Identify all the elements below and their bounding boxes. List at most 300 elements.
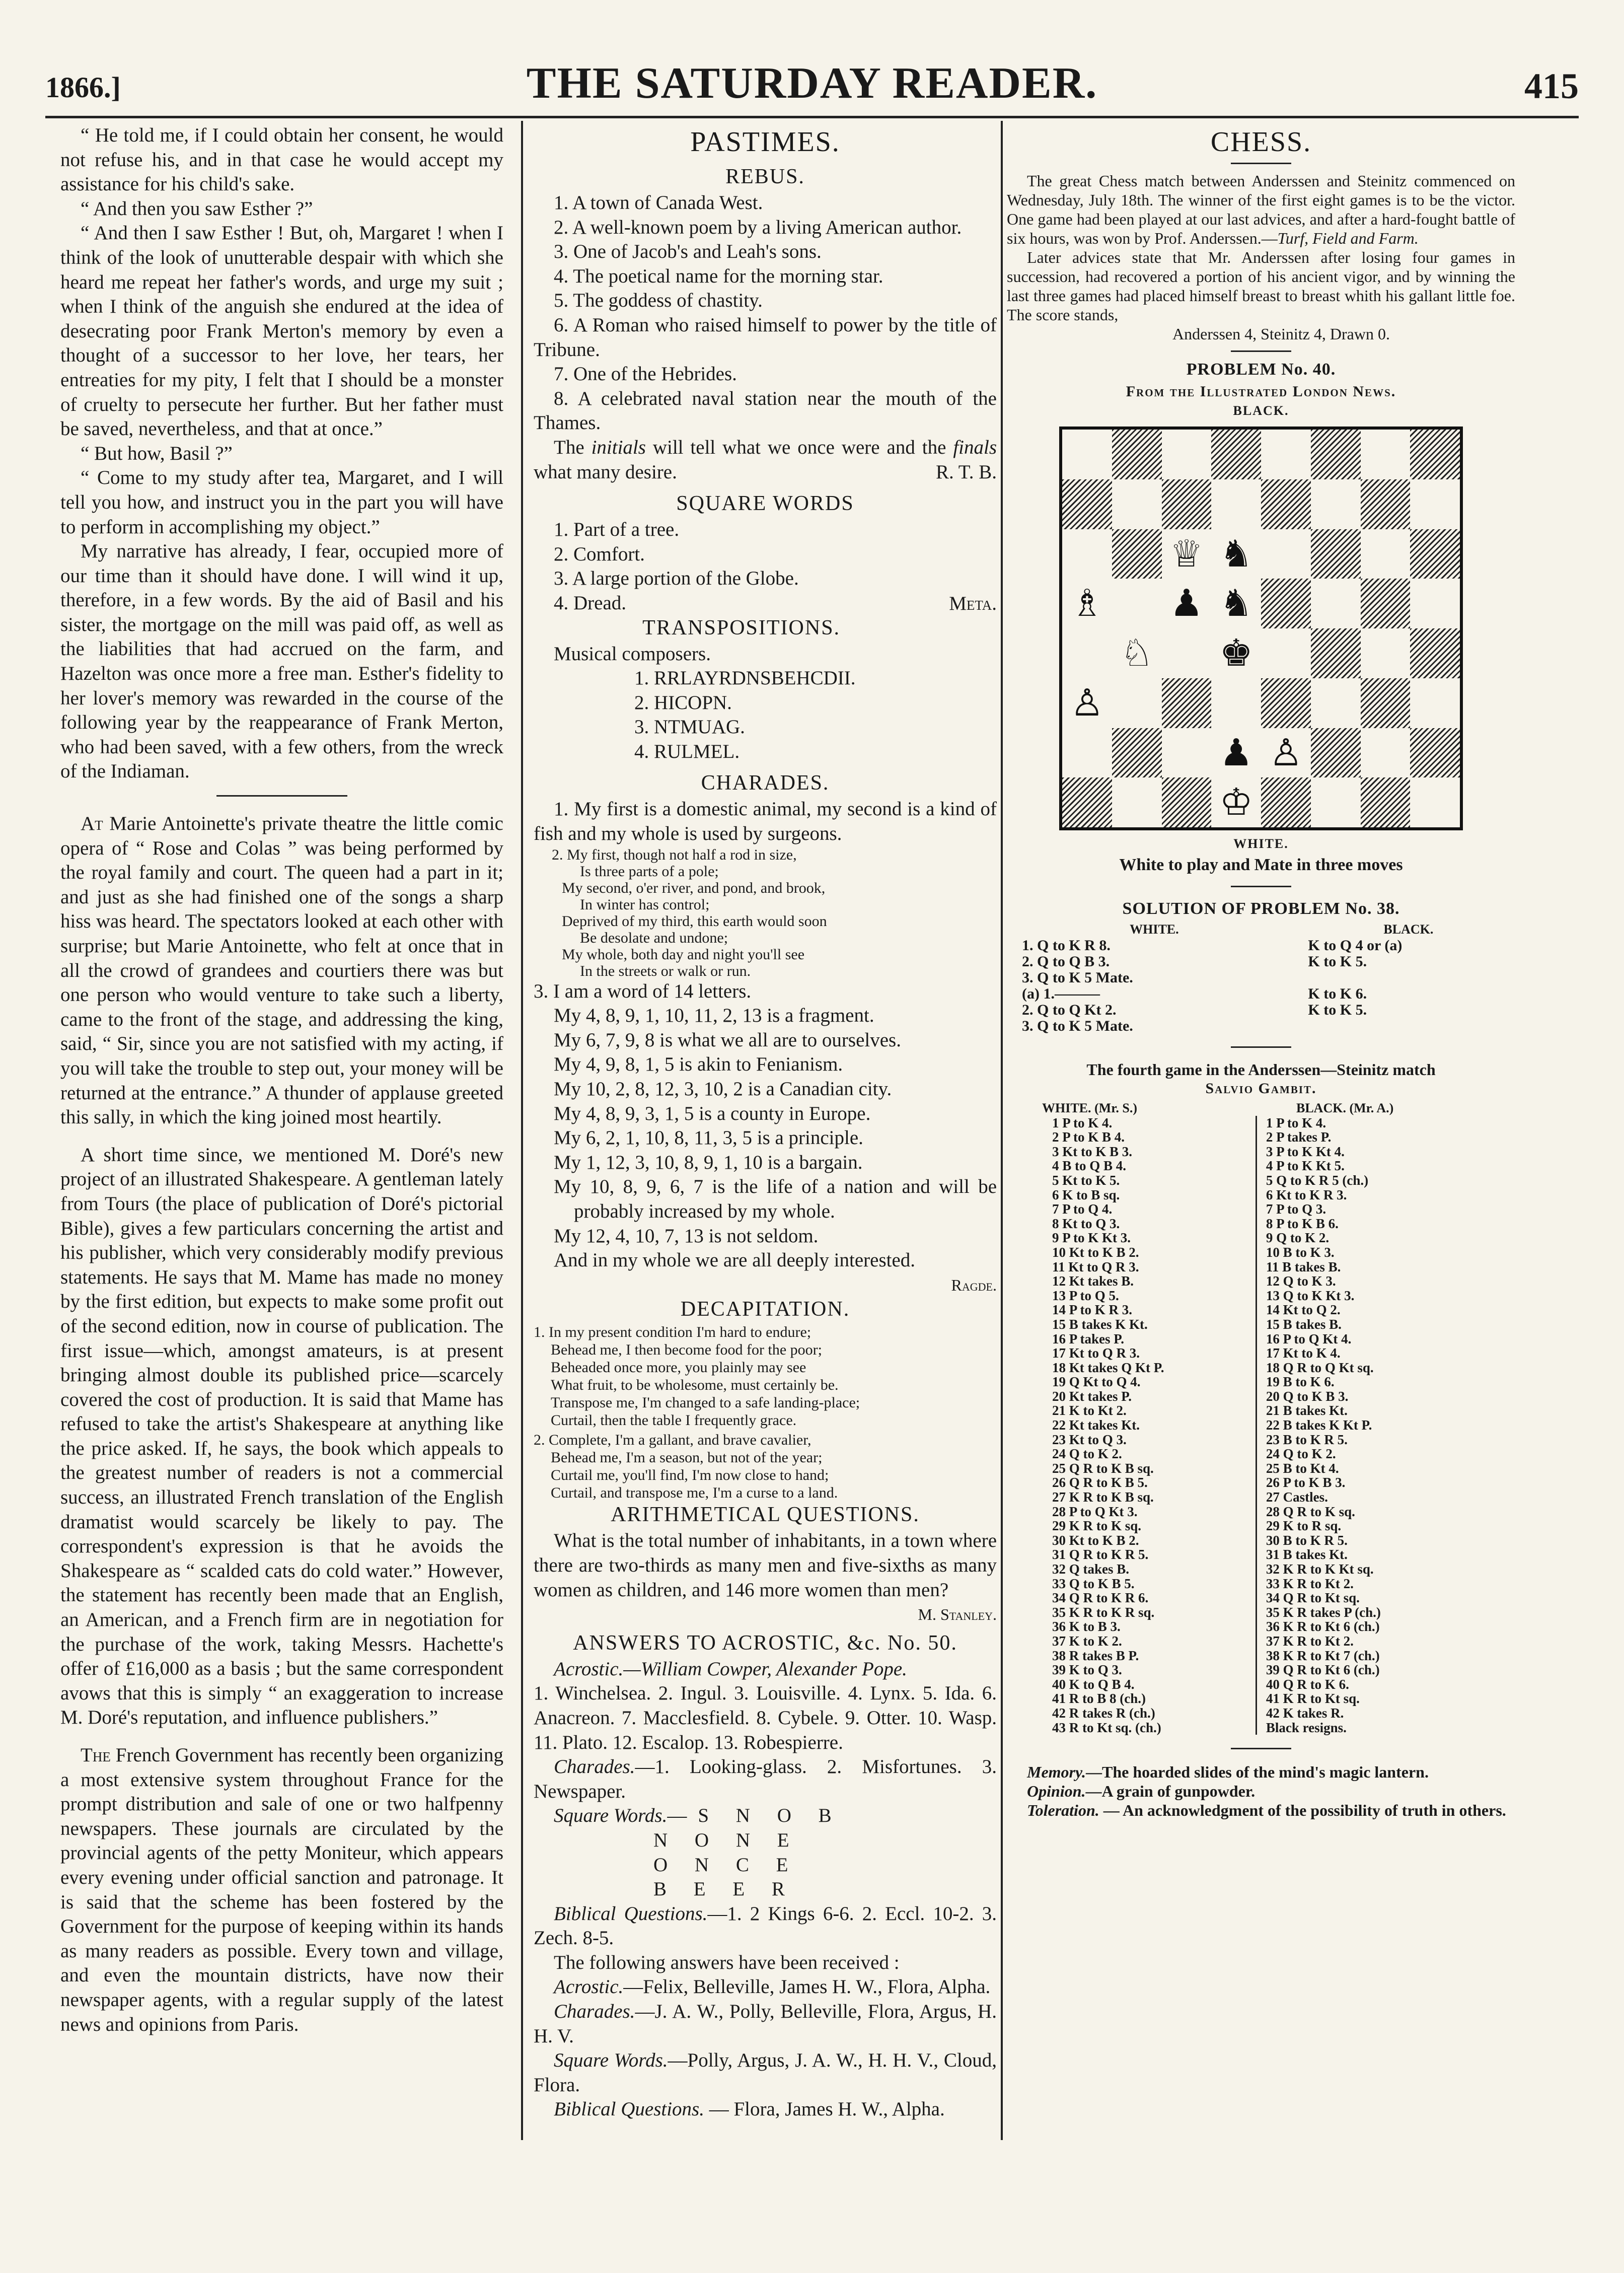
story-paragraph: “ He told me, if I could obtain her consent, he would not refuse his, and in that case he would accept my assistance for his child's sake. bbox=[60, 124, 503, 195]
chess-piece: ♞ bbox=[1211, 579, 1261, 628]
game-white-move: 3 Kt to K B 3. bbox=[1052, 1144, 1132, 1159]
game-black-move: 36 K R to Kt 6 (ch.) bbox=[1266, 1619, 1380, 1635]
game-white-move: 42 R takes R (ch.) bbox=[1052, 1705, 1155, 1721]
charade-2-line: Deprived of my third, this earth would soon bbox=[562, 912, 827, 930]
game-white-move: 30 Kt to K B 2. bbox=[1052, 1532, 1139, 1548]
definition-entry bbox=[1007, 1782, 1515, 1801]
decapitation-line: Behead me, I then become food for the poor; bbox=[551, 1341, 822, 1359]
board-square bbox=[1311, 628, 1361, 678]
game-white-move: 40 K to Q B 4. bbox=[1052, 1676, 1135, 1692]
story-paragraph: “ And then I saw Esther ! But, oh, Margaret ! when I think of the look of unutterable despair with which she heard me repeat her father's words, and urge my suit ; when I think of the anguish she endured at the idea of desecrating poor Frank Merton's memory by even a thought of a successor to her love, her tears, her entreaties for my pity, I felt that I should be a monster of cruelty to persecute her further. But her father must be saved, nevertheless, and that at once.” bbox=[60, 222, 503, 440]
divider bbox=[1231, 1748, 1291, 1749]
board-square bbox=[1311, 728, 1361, 778]
definitions bbox=[1007, 1762, 1515, 1820]
definition-entry bbox=[1007, 1762, 1515, 1782]
game-white-move: 5 Kt to K 5. bbox=[1052, 1172, 1120, 1188]
chess-piece: ♚ bbox=[1211, 628, 1261, 678]
page-header bbox=[45, 60, 1579, 118]
arithmetical-signature: M. Stanley. bbox=[918, 1605, 997, 1624]
charade-2-poem bbox=[534, 846, 997, 979]
board-square bbox=[1361, 628, 1411, 678]
game-black-move: 41 K R to Kt sq. bbox=[1266, 1691, 1360, 1707]
game-black-move: 38 K R to Kt 7 (ch.) bbox=[1266, 1648, 1380, 1663]
transposition-item: 4. RULMEL. bbox=[634, 740, 740, 762]
game-white-move: 41 R to B 8 (ch.) bbox=[1052, 1691, 1146, 1707]
game-black-move: 11 B takes B. bbox=[1266, 1259, 1341, 1274]
transpositions-heading: TRANSPOSITIONS. bbox=[642, 616, 841, 640]
chess-piece: ♙ bbox=[1261, 728, 1311, 778]
decapitation-line: Behead me, I'm a season, but not of the year; bbox=[551, 1449, 823, 1466]
board-square bbox=[1311, 430, 1361, 479]
game-white-move: 31 Q R to K R 5. bbox=[1052, 1547, 1149, 1562]
charade-3-line: My 10, 8, 9, 6, 7 is the life of a nation and will be probably increased by my whole. bbox=[554, 1176, 997, 1222]
board-square bbox=[1410, 529, 1460, 579]
game-white-move: 39 K to Q 3. bbox=[1052, 1662, 1122, 1678]
rebus-item: 5. The goddess of chastity. bbox=[554, 290, 763, 312]
story-paragraph: “ But how, Basil ?” bbox=[81, 442, 233, 464]
board-square bbox=[1112, 678, 1162, 728]
solution-black-label: BLACK. bbox=[1383, 922, 1434, 937]
board-square bbox=[1410, 678, 1460, 728]
game-white-move: 21 K to Kt 2. bbox=[1052, 1403, 1127, 1418]
dore-paragraph: A short time since, we mentioned M. Doré's new project of an illustrated Shakespeare. A gentleman lately from Tours (the place of publication of Doré's pictorial Bible), gives a few particulars concerning the artist and his publisher, which very considerably modify previous statements. He says that M. Mame has made no money by the first edition, but expects to make some profit out of the second edition, now in course of publication. The first issue—which, amongst amateurs, is at present bringing almost double its published price—scarcely covered the cost of production. It is said that Mame has refused to take the artist's Shakespeare at anything like the price asked. If, he says, the book which appeals to the greatest number of readers is not a commercial success, an illustrated French translation of the English dramatist would scarcely be likely to pay. The correspondent's expression is that he avoids the Shakespeare as “ scalded cats do cold water.” However, the statement has recently been made that an English, an American, and a French firm are in negotiation for the purchase of the work, taking Messrs. Hachette's offer of £16,000 as a basis ; but the same correspondent avows that this is simply “ an exaggeration to increase M. Doré's reputation, and influence publishers.” bbox=[60, 1144, 503, 1729]
charade-2-line: In winter has control; bbox=[580, 896, 710, 913]
square-word-item: 1. Part of a tree. bbox=[554, 519, 680, 541]
decapitation-1 bbox=[534, 1323, 997, 1429]
transposition-item: 3. NTMUAG. bbox=[634, 716, 745, 738]
rebus-heading: REBUS. bbox=[725, 165, 805, 188]
board-square bbox=[1062, 628, 1112, 678]
received-label: Acrostic. bbox=[554, 1976, 624, 1998]
column-rule-left bbox=[521, 121, 523, 2140]
solution-white-move: 3. Q to K 5 Mate. bbox=[1022, 969, 1133, 986]
story-paragraph: “ Come to my study after tea, Margaret, and I will tell you how, and instruct you in the part you will have to perform in accomplishing my object.” bbox=[60, 467, 503, 538]
game-white-move: 33 Q to K B 5. bbox=[1052, 1576, 1135, 1591]
divider bbox=[216, 795, 347, 797]
pastimes-title: PASTIMES. bbox=[690, 126, 840, 158]
game-white-move: 25 Q R to K B sq. bbox=[1052, 1460, 1154, 1476]
board-square bbox=[1162, 479, 1212, 529]
divider bbox=[1231, 1046, 1291, 1048]
game-opening: Salvio Gambit. bbox=[1205, 1080, 1317, 1097]
solution-white-label: WHITE. bbox=[1130, 922, 1179, 937]
game-white-move: 15 B takes K Kt. bbox=[1052, 1316, 1148, 1332]
board-square bbox=[1361, 430, 1411, 479]
story-paragraph: My narrative has already, I fear, occupied more of our time than it should have done. I will wind it up, therefore, in a few words. By the aid of Basil and his sister, the mortgage on the mill was paid off, as well as the liabilities that had accrued on the farm, and Hazelton was once more a free man. Esther's fidelity to her lover's memory was rewarded in the course of the following year by the reappearance of Frank Merton, who had been saved, with a few others, from the wreck of the Indiaman. bbox=[60, 540, 503, 783]
answers-acrostic-list: 1. Winchelsea. 2. Ingul. 3. Louisville. 4. Lynx. 5. Ida. 6. Anacreon. 7. Macclesfield. 8. Cybele. 9. Otter. 10. Wasp. 11. Plato. 12. Escalop. 13. Robespierre. bbox=[534, 1682, 997, 1753]
board-square bbox=[1162, 678, 1212, 728]
rebus-item: 7. One of the Hebrides. bbox=[554, 363, 737, 385]
charade-3-line: My 6, 2, 1, 10, 8, 11, 3, 5 is a principle. bbox=[554, 1127, 863, 1149]
game-black-move: 12 Q to K 3. bbox=[1266, 1273, 1336, 1289]
arithmetical-heading: ARITHMETICAL QUESTIONS. bbox=[611, 1503, 920, 1527]
divider bbox=[1231, 350, 1291, 352]
masthead-title: THE SATURDAY READER. bbox=[526, 59, 1098, 108]
chess-piece: ♞ bbox=[1211, 529, 1261, 579]
game-black-move: 32 K R to K Kt sq. bbox=[1266, 1561, 1374, 1577]
charade-3-line: My 1, 12, 3, 10, 8, 9, 1, 10 is a bargain. bbox=[554, 1151, 863, 1173]
divider bbox=[1231, 163, 1291, 164]
board-square bbox=[1410, 579, 1460, 628]
board-square bbox=[1112, 777, 1162, 827]
problem-source: From the Illustrated London News. bbox=[1126, 383, 1396, 400]
square-words-heading: SQUARE WORDS bbox=[676, 492, 854, 516]
board-square bbox=[1361, 728, 1411, 778]
board-white-label: WHITE. bbox=[1233, 836, 1289, 851]
chess-piece: ♟ bbox=[1211, 728, 1261, 778]
board-square bbox=[1410, 479, 1460, 529]
game-black-move: 24 Q to K 2. bbox=[1266, 1446, 1336, 1462]
game-white-move: 29 K R to K sq. bbox=[1052, 1518, 1142, 1534]
game-black-move: 3 P to K Kt 4. bbox=[1266, 1144, 1345, 1159]
board-square bbox=[1261, 529, 1311, 579]
column-story bbox=[60, 123, 503, 2037]
column-chess bbox=[1007, 123, 1515, 1820]
game-white-move: 12 Kt takes B. bbox=[1052, 1273, 1134, 1289]
decapitation-heading: DECAPITATION. bbox=[680, 1298, 850, 1321]
game-black-move: 34 Q R to Kt sq. bbox=[1266, 1590, 1360, 1606]
game-black-move: 35 K R takes P (ch.) bbox=[1266, 1604, 1381, 1620]
game-black-move: 5 Q to K R 5 (ch.) bbox=[1266, 1172, 1369, 1188]
board-square bbox=[1410, 728, 1460, 778]
received-label: Charades. bbox=[554, 2001, 635, 2023]
game-black-move: 23 B to K R 5. bbox=[1266, 1432, 1348, 1447]
game-white-move: 6 K to B sq. bbox=[1052, 1187, 1120, 1202]
rebus-item: 2. A well-known poem by a living American author. bbox=[554, 216, 962, 238]
decapitation-line: What fruit, to be wholesome, must certainly be. bbox=[551, 1377, 839, 1394]
received-label: Square Words. bbox=[554, 2049, 668, 2072]
charade-3-line: My 4, 9, 8, 1, 5 is akin to Fenianism. bbox=[554, 1053, 843, 1076]
board-square bbox=[1311, 777, 1361, 827]
charade-3-line: My 12, 4, 10, 7, 13 is not seldom. bbox=[554, 1225, 819, 1247]
solution-black-move: K to Q 4 or (a) bbox=[1308, 937, 1402, 954]
decapitation-line: Curtail, then the table I frequently grace. bbox=[551, 1412, 797, 1429]
solution-black-moves bbox=[1308, 938, 1515, 1034]
divider bbox=[1231, 886, 1291, 887]
solution-moves bbox=[1007, 938, 1515, 1034]
rebus-signature: R. T. B. bbox=[936, 461, 997, 483]
game-white-move: 19 Q Kt to Q 4. bbox=[1052, 1374, 1141, 1390]
decapitation-line: Transpose me, I'm changed to a safe landing-place; bbox=[551, 1394, 860, 1411]
charade-3-line: And in my whole we are all deeply interested. bbox=[554, 1249, 916, 1271]
game-black-move: 42 K takes R. bbox=[1266, 1705, 1344, 1721]
charade-2-line: Be desolate and undone; bbox=[580, 929, 728, 946]
game-white-move: 4 B to Q B 4. bbox=[1052, 1158, 1127, 1174]
charade-2-line: My second, o'er river, and pond, and brook, bbox=[562, 879, 826, 896]
solution-white-move: 1. Q to K R 8. bbox=[1022, 937, 1111, 954]
game-white-move: 27 K R to K B sq. bbox=[1052, 1489, 1154, 1505]
board-square bbox=[1261, 579, 1311, 628]
answers-received-intro: The following answers have been received : bbox=[554, 1951, 900, 1973]
answers-square-words: Square Words.—S N O B N O N E O N C E B E E R bbox=[554, 1805, 843, 1900]
board-square bbox=[1261, 479, 1311, 529]
solution-black-move bbox=[1308, 1018, 1515, 1034]
game-black-move: 14 Kt to Q 2. bbox=[1266, 1302, 1341, 1318]
page-number: 415 bbox=[1524, 66, 1579, 106]
game-black-move: 33 K R to Kt 2. bbox=[1266, 1576, 1354, 1591]
chess-piece: ♘ bbox=[1112, 628, 1162, 678]
game-black-move: 7 P to Q 3. bbox=[1266, 1201, 1326, 1217]
board-square bbox=[1062, 777, 1112, 827]
game-black-move: 9 Q to K 2. bbox=[1266, 1230, 1330, 1246]
board-square bbox=[1311, 479, 1361, 529]
square-words-signature: Meta. bbox=[949, 592, 997, 614]
game-black-move: 30 B to K R 5. bbox=[1266, 1532, 1348, 1548]
story-continuation bbox=[60, 123, 503, 784]
game-white-move: 16 P takes P. bbox=[1052, 1331, 1125, 1346]
board-square bbox=[1361, 479, 1411, 529]
charade-3-lines bbox=[534, 1004, 997, 1273]
game-black-move: 15 B takes B. bbox=[1266, 1316, 1342, 1332]
game-white-move: 26 Q R to K B 5. bbox=[1052, 1475, 1148, 1490]
definition-term: Memory. bbox=[1027, 1763, 1086, 1782]
transposition-item: 1. RRLAYRDNSBEHCDII. bbox=[634, 667, 856, 689]
game-black-move: 13 Q to K Kt 3. bbox=[1266, 1288, 1355, 1303]
chess-piece: ♟ bbox=[1162, 579, 1212, 628]
solution-black-move: K to K 5. bbox=[1308, 953, 1367, 970]
transpositions-list bbox=[534, 666, 997, 764]
game-white-move: 9 P to K Kt 3. bbox=[1052, 1230, 1131, 1246]
solution-title: SOLUTION OF PROBLEM No. 38. bbox=[1122, 899, 1400, 918]
game-white-move: 24 Q to K 2. bbox=[1052, 1446, 1122, 1462]
decapitation-line: Curtail, and transpose me, I'm a curse to a land. bbox=[551, 1484, 838, 1502]
antoinette-paragraph: At Marie Antoinette's private theatre the little comic opera of “ Rose and Colas ” was being performed by the royal family and court. The queen had a part in it; and just as she had finished one of the songs a sharp hiss was heard. The spectators looked at each other with surprise; but Marie Antoinette, who felt at once that in all the crowd of grandees and courtiers there was but one person who would venture to take such a liberty, came to the front of the stage, and addressing the king, said, “ Sir, since you are not satisfied with my acting, if you will take the trouble to step out, your money will be returned at the entrance.” A thunder of applause greeted this sally, in which the king joined most heartily. bbox=[60, 813, 503, 1128]
board-square bbox=[1311, 529, 1361, 579]
definition-term: Opinion. bbox=[1027, 1782, 1086, 1801]
board-square bbox=[1361, 777, 1411, 827]
board-square bbox=[1361, 579, 1411, 628]
column-rule-right bbox=[1001, 121, 1003, 2140]
game-white-move: 11 Kt to Q R 3. bbox=[1052, 1259, 1139, 1274]
chess-piece: ♕ bbox=[1162, 529, 1212, 579]
solution-black-move bbox=[1308, 970, 1515, 986]
game-black-move: 6 Kt to K R 3. bbox=[1266, 1187, 1347, 1202]
board-square bbox=[1162, 628, 1212, 678]
chess-piece: ♗ bbox=[1062, 579, 1112, 628]
charade-3-intro: 3. I am a word of 14 letters. bbox=[534, 980, 752, 1002]
square-word-item: 2. Comfort. bbox=[554, 543, 645, 565]
answers-biblical: Biblical Questions.—1. 2 Kings 6-6. 2. Eccl. 10-2. 3. Zech. 8-5. bbox=[534, 1902, 997, 1949]
game-black-move: 22 B takes K Kt P. bbox=[1266, 1417, 1372, 1433]
definition-entry bbox=[1007, 1801, 1515, 1820]
chess-score: Anderssen 4, Steinitz 4, Drawn 0. bbox=[1172, 325, 1390, 343]
board-square bbox=[1062, 728, 1112, 778]
solution-white-move: 2. Q to Q Kt 2. bbox=[1022, 1002, 1117, 1018]
answers-acrostic: Acrostic.—William Cowper, Alexander Pope. bbox=[554, 1658, 907, 1680]
charade-3-line: My 4, 8, 9, 3, 1, 5 is a county in Europe. bbox=[554, 1102, 871, 1124]
received-names: —J. A. W., Polly, Belleville, Flora, Argus, H. H. V. bbox=[534, 2001, 997, 2047]
rebus-item: 1. A town of Canada West. bbox=[554, 192, 763, 214]
decapitation-line: 1. In my present condition I'm hard to endure; bbox=[534, 1324, 811, 1341]
received-entry bbox=[534, 2097, 997, 2122]
game-black-move: 17 Kt to K 4. bbox=[1266, 1345, 1341, 1361]
board-square bbox=[1211, 430, 1261, 479]
board-square bbox=[1112, 579, 1162, 628]
board-square bbox=[1410, 777, 1460, 827]
game-black-move: 27 Castles. bbox=[1266, 1489, 1328, 1505]
chess-title: CHESS. bbox=[1210, 126, 1312, 158]
game-black-move: 29 K to R sq. bbox=[1266, 1518, 1342, 1534]
transposition-item: 2. HICOPN. bbox=[634, 691, 732, 714]
charade-1: 1. My first is a domestic animal, my second is a kind of fish and my whole is used by surgeons. bbox=[534, 798, 997, 845]
game-black-move: 8 P to K B 6. bbox=[1266, 1216, 1339, 1231]
board-square bbox=[1311, 678, 1361, 728]
game-black-move: 37 K R to Kt 2. bbox=[1266, 1633, 1354, 1649]
game-black-move: 2 P takes P. bbox=[1266, 1129, 1332, 1145]
charade-2-line: 2. My first, though not half a rod in size, bbox=[552, 846, 797, 863]
rebus-item: 3. One of Jacob's and Leah's sons. bbox=[554, 241, 822, 263]
problem-title: PROBLEM No. 40. bbox=[1186, 360, 1336, 379]
decapitation-line: Curtail me, you'll find, I'm now close to hand; bbox=[551, 1467, 829, 1484]
game-white-move: 18 Kt takes Q Kt P. bbox=[1052, 1360, 1164, 1375]
answers-charades: Charades.—1. Looking-glass. 2. Misfortunes. 3. Newspaper. bbox=[534, 1756, 997, 1802]
decapitation-line: Beheaded once more, you plainly may see bbox=[551, 1359, 806, 1376]
masthead-year: 1866.] bbox=[45, 71, 121, 104]
solution-table bbox=[1007, 921, 1515, 938]
charade-2-line: In the streets or walk or run. bbox=[580, 962, 751, 979]
game-black-move: 1 P to K 4. bbox=[1266, 1115, 1326, 1130]
game-white-move: 8 Kt to Q 3. bbox=[1052, 1216, 1120, 1231]
rebus-closing: The initials will tell what we once were and the finals what many desire. R. T. B. bbox=[534, 436, 997, 484]
game-black-move: 28 Q R to K sq. bbox=[1266, 1504, 1355, 1519]
board-square bbox=[1112, 529, 1162, 579]
board-square bbox=[1261, 430, 1311, 479]
square-word-item: 3. A large portion of the Globe. bbox=[554, 567, 799, 590]
received-entry bbox=[534, 2000, 997, 2048]
game-black-move: 19 B to K 6. bbox=[1266, 1374, 1335, 1390]
board-square bbox=[1410, 628, 1460, 678]
chess-piece: ♔ bbox=[1211, 777, 1261, 827]
solution-white-move: (a) 1.——— bbox=[1022, 985, 1100, 1002]
board-square bbox=[1062, 479, 1112, 529]
chess-later: Later advices state that Mr. Anderssen after losing four games in succession, had recovered a portion of his ancient vigor, and by winning the last three games had placed himself breast to breast whith his gallant little foe. The score stands, bbox=[1007, 248, 1515, 324]
board-square bbox=[1112, 430, 1162, 479]
received-label: Biblical Questions. bbox=[554, 2098, 704, 2120]
game-black-move: Black resigns. bbox=[1266, 1720, 1347, 1735]
charades-heading: CHARADES. bbox=[701, 771, 830, 795]
square-words-list bbox=[534, 518, 997, 615]
received-names: — Flora, James H. W., Alpha. bbox=[704, 2098, 945, 2120]
game-white-move: 20 Kt takes P. bbox=[1052, 1388, 1132, 1404]
rebus-list bbox=[534, 191, 997, 436]
received-entry bbox=[534, 2048, 997, 2097]
game-black-move: 26 P to K B 3. bbox=[1266, 1475, 1346, 1490]
game-title: The fourth game in the Anderssen—Steinitz match bbox=[1086, 1060, 1436, 1079]
board-square bbox=[1162, 728, 1212, 778]
solution-white-moves bbox=[1007, 938, 1308, 1034]
rebus-item: 6. A Roman who raised himself to power by the title of Tribune. bbox=[534, 314, 997, 361]
chess-board bbox=[1059, 427, 1463, 830]
game-white-move: 23 Kt to Q 3. bbox=[1052, 1432, 1127, 1447]
game-black-move: 31 B takes Kt. bbox=[1266, 1547, 1348, 1562]
game-white-move: 43 R to Kt sq. (ch.) bbox=[1052, 1720, 1161, 1735]
board-square bbox=[1062, 529, 1112, 579]
game-white-label: WHITE. (Mr. S.) bbox=[1042, 1101, 1137, 1115]
game-white-move: 36 K to B 3. bbox=[1052, 1619, 1121, 1635]
rebus-item: 4. The poetical name for the morning star. bbox=[554, 265, 883, 287]
column-pastimes bbox=[534, 123, 997, 2122]
board-square bbox=[1261, 777, 1311, 827]
answers-received-list bbox=[534, 1975, 997, 2122]
decapitation-2 bbox=[534, 1431, 997, 1502]
board-square bbox=[1211, 479, 1261, 529]
french-government-paragraph: The French Government has recently been organizing a most extensive system throughout France for the prompt distribution and sale of one or two halfpenny newspapers. These journals are circulated by the provincial agents of the petty Moniteur, which appears every evening under official sanction and patronage. It is said that the scheme has been fostered by the Government for the purpose of keeping within its hands as many readers as possible. Every town and village, and even the mountain districts, have now their newspaper agents, with a regular supply of the latest news and opinions from Paris. bbox=[60, 1744, 503, 2035]
charade-3-line: My 6, 7, 9, 8 is what we all are to ourselves. bbox=[554, 1029, 901, 1051]
chess-piece: ♙ bbox=[1062, 678, 1112, 728]
game-white-move: 1 P to K 4. bbox=[1052, 1115, 1113, 1130]
game-white-move: 2 P to K B 4. bbox=[1052, 1129, 1125, 1145]
game-black-move: 21 B takes Kt. bbox=[1266, 1403, 1348, 1418]
board-square bbox=[1112, 728, 1162, 778]
transpositions-intro: Musical composers. bbox=[554, 643, 711, 665]
game-black-move: 39 Q R to Kt 6 (ch.) bbox=[1266, 1662, 1380, 1678]
charade-2-line: My whole, both day and night you'll see bbox=[562, 946, 805, 963]
game-white-move: 38 R takes B P. bbox=[1052, 1648, 1139, 1663]
chess-intro: The great Chess match between Anderssen and Steinitz commenced on Wednesday, July 18th. The winner of the first eight games is to be the victor. One game had been played at our last advices, and after a hard-fought battle of six hours, was won by Prof. Anderssen.—Turf, Field and Farm. bbox=[1007, 172, 1515, 247]
game-white-move: 7 P to Q 4. bbox=[1052, 1201, 1113, 1217]
square-word-item: 4. Dread. bbox=[554, 592, 627, 614]
solution-black-move: K to K 5. bbox=[1308, 1002, 1367, 1018]
board-square bbox=[1162, 777, 1212, 827]
problem-caption: White to play and Mate in three moves bbox=[1119, 856, 1403, 874]
board-square bbox=[1311, 579, 1361, 628]
game-labels bbox=[1007, 1101, 1515, 1116]
board-square bbox=[1261, 678, 1311, 728]
definition-text: — An acknowledgment of the possibility of truth in others. bbox=[1099, 1801, 1506, 1820]
game-black-move: 40 Q R to K 6. bbox=[1266, 1676, 1349, 1692]
game-black-move: 10 B to K 3. bbox=[1266, 1244, 1335, 1260]
definition-text: —The hoarded slides of the mind's magic lantern. bbox=[1086, 1763, 1429, 1782]
board-square bbox=[1162, 430, 1212, 479]
game-white-move: 37 K to K 2. bbox=[1052, 1633, 1122, 1649]
solution-black-move: K to K 6. bbox=[1308, 985, 1367, 1002]
solution-white-move: 2. Q to Q B 3. bbox=[1022, 953, 1110, 970]
board-square bbox=[1361, 678, 1411, 728]
answers-heading: ANSWERS TO ACROSTIC, &c. No. 50. bbox=[573, 1631, 957, 1655]
definition-text: —A grain of gunpowder. bbox=[1085, 1782, 1256, 1801]
charades-signature: Ragde. bbox=[951, 1275, 997, 1294]
solution-white-move: 3. Q to K 5 Mate. bbox=[1022, 1018, 1133, 1034]
charade-3-line: My 4, 8, 9, 1, 10, 11, 2, 13 is a fragment. bbox=[554, 1005, 874, 1027]
game-white-move: 10 Kt to K B 2. bbox=[1052, 1244, 1139, 1260]
game-white-move: 13 P to Q 5. bbox=[1052, 1288, 1119, 1303]
rebus-item: 8. A celebrated naval station near the mouth of the Thames. bbox=[534, 387, 997, 434]
board-square bbox=[1112, 479, 1162, 529]
game-white-move: 22 Kt takes Kt. bbox=[1052, 1417, 1140, 1433]
game-white-moves bbox=[1007, 1116, 1257, 1735]
game-black-move: 20 Q to K B 3. bbox=[1266, 1388, 1349, 1404]
board-square bbox=[1211, 678, 1261, 728]
charade-2-line: Is three parts of a pole; bbox=[580, 863, 719, 880]
board-square bbox=[1062, 430, 1112, 479]
game-white-move: 34 Q R to K R 6. bbox=[1052, 1590, 1149, 1606]
board-square bbox=[1261, 628, 1311, 678]
game-black-move: 4 P to K Kt 5. bbox=[1266, 1158, 1345, 1174]
chess-board-wrapper bbox=[1055, 427, 1467, 830]
board-black-label: BLACK. bbox=[1233, 403, 1289, 418]
received-names: —Felix, Belleville, James H. W., Flora, Alpha. bbox=[623, 1976, 991, 1998]
game-white-move: 14 P to K R 3. bbox=[1052, 1302, 1132, 1318]
arithmetical-question: What is the total number of inhabitants, in a town where there are two-thirds as many men and five-sixths as many women as children, and 146 more women than men? bbox=[534, 1530, 997, 1601]
decapitation-line: 2. Complete, I'm a gallant, and brave cavalier, bbox=[534, 1432, 811, 1449]
game-moves bbox=[1007, 1116, 1515, 1735]
received-entry bbox=[534, 1975, 997, 2000]
game-black-move: 18 Q R to Q Kt sq. bbox=[1266, 1360, 1374, 1375]
game-white-move: 28 P to Q Kt 3. bbox=[1052, 1504, 1138, 1519]
game-black-move: 16 P to Q Kt 4. bbox=[1266, 1331, 1352, 1346]
game-black-move: 25 B to Kt 4. bbox=[1266, 1460, 1339, 1476]
board-square bbox=[1410, 430, 1460, 479]
